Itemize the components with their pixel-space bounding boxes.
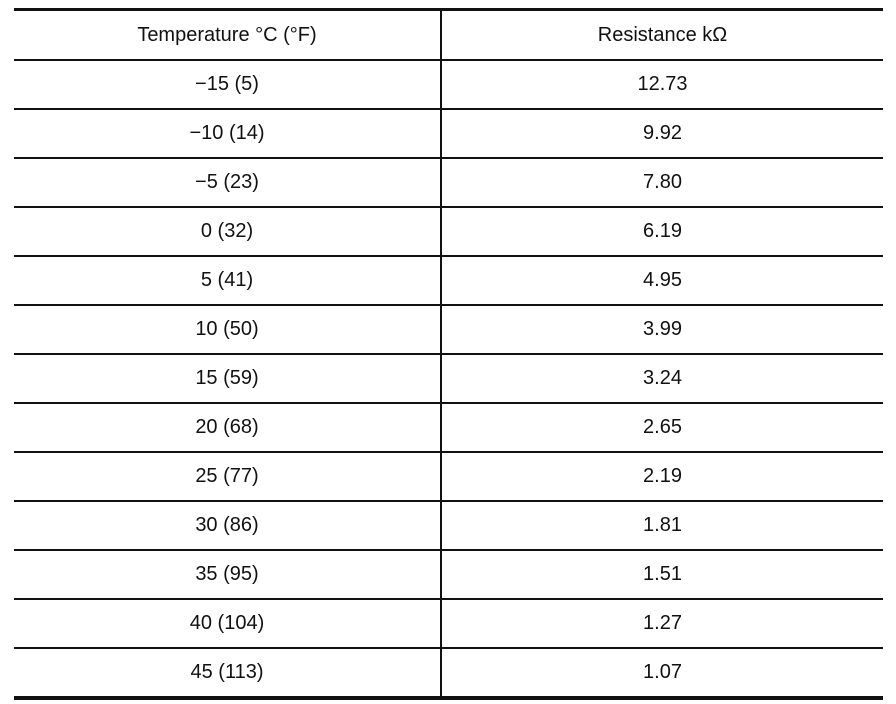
temperature-resistance-table [14, 8, 883, 700]
table-row [14, 207, 883, 256]
table-row [14, 403, 883, 452]
table-header [14, 10, 883, 61]
temperature-cell: −5 (23) [14, 158, 441, 207]
resistance-cell: 2.65 [441, 403, 883, 452]
resistance-cell: 1.07 [441, 648, 883, 698]
table-row [14, 256, 883, 305]
resistance-cell: 1.27 [441, 599, 883, 648]
table-row [14, 452, 883, 501]
resistance-cell: 2.19 [441, 452, 883, 501]
resistance-cell: 12.73 [441, 60, 883, 109]
temperature-cell: 20 (68) [14, 403, 441, 452]
temperature-cell: −15 (5) [14, 60, 441, 109]
table-row [14, 354, 883, 403]
resistance-cell: 3.99 [441, 305, 883, 354]
temperature-cell: 10 (50) [14, 305, 441, 354]
temperature-cell: 5 (41) [14, 256, 441, 305]
resistance-cell: 1.51 [441, 550, 883, 599]
table-row [14, 109, 883, 158]
temperature-cell: 30 (86) [14, 501, 441, 550]
header-row [14, 10, 883, 61]
table-row [14, 648, 883, 698]
temperature-column-header: Temperature °C (°F) [14, 10, 441, 61]
table-row [14, 60, 883, 109]
table-row [14, 550, 883, 599]
resistance-cell: 3.24 [441, 354, 883, 403]
table-row [14, 599, 883, 648]
resistance-table-container [14, 8, 883, 700]
temperature-cell: 25 (77) [14, 452, 441, 501]
resistance-cell: 7.80 [441, 158, 883, 207]
temperature-cell: 40 (104) [14, 599, 441, 648]
table-body [14, 60, 883, 698]
temperature-cell: 0 (32) [14, 207, 441, 256]
temperature-cell: 15 (59) [14, 354, 441, 403]
resistance-cell: 1.81 [441, 501, 883, 550]
table-row [14, 501, 883, 550]
resistance-column-header: Resistance kΩ [441, 10, 883, 61]
table-row [14, 158, 883, 207]
resistance-cell: 4.95 [441, 256, 883, 305]
table-row [14, 305, 883, 354]
temperature-cell: 45 (113) [14, 648, 441, 698]
resistance-cell: 6.19 [441, 207, 883, 256]
temperature-cell: −10 (14) [14, 109, 441, 158]
temperature-cell: 35 (95) [14, 550, 441, 599]
resistance-cell: 9.92 [441, 109, 883, 158]
